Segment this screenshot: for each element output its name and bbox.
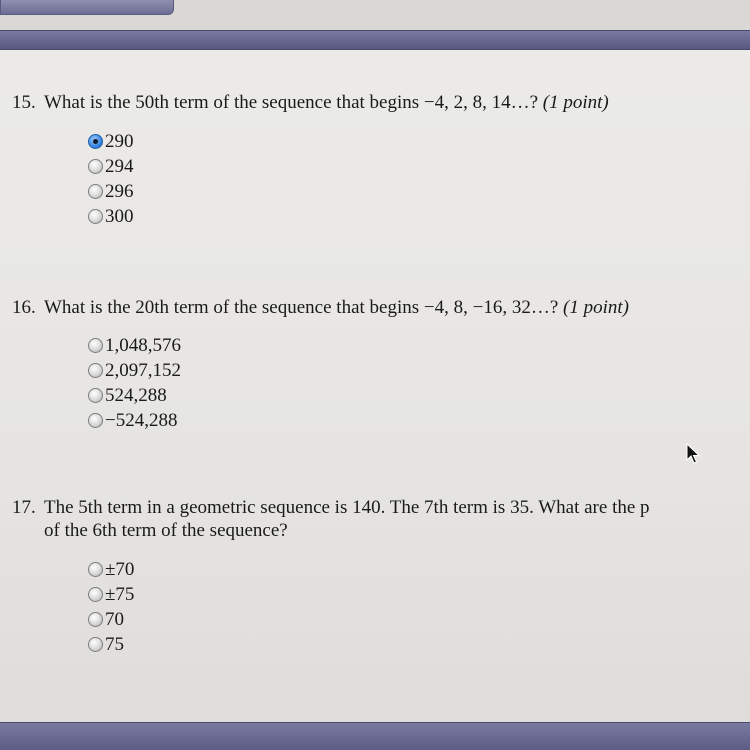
radio-button-icon[interactable] — [88, 338, 103, 353]
option-label: 524,288 — [105, 385, 167, 406]
question-16 — [12, 296, 629, 319]
radio-button-icon[interactable] — [88, 159, 103, 174]
radio-button-icon[interactable] — [88, 562, 103, 577]
option-17-d[interactable] — [88, 632, 134, 657]
footer-bar — [0, 722, 750, 750]
question-text: What is the 20th term of the sequence that begins −4, 8, −16, 32…? — [44, 297, 559, 318]
option-label: 75 — [105, 634, 124, 655]
option-15-b[interactable] — [88, 154, 134, 179]
radio-button-icon[interactable] — [88, 637, 103, 652]
option-label: ±75 — [105, 584, 135, 605]
question-15 — [12, 91, 609, 114]
option-17-c[interactable] — [88, 607, 134, 632]
option-15-c[interactable] — [88, 179, 134, 204]
option-15-d[interactable] — [88, 204, 134, 229]
option-17-a[interactable] — [88, 557, 134, 582]
option-label: 2,097,152 — [105, 360, 181, 381]
option-16-b[interactable] — [88, 358, 181, 383]
radio-button-icon[interactable] — [88, 612, 103, 627]
question-text-line-2: of the 6th term of the sequence? — [44, 520, 288, 541]
options-17 — [88, 557, 134, 657]
option-label: 296 — [105, 181, 134, 202]
question-text: What is the 50th term of the sequence that begins −4, 2, 8, 14…? — [44, 92, 539, 113]
top-tab[interactable] — [0, 0, 174, 15]
radio-button-icon[interactable] — [88, 363, 103, 378]
mouse-pointer-icon — [686, 443, 702, 465]
option-label: 70 — [105, 609, 124, 630]
question-number: 16. — [12, 297, 36, 318]
question-number: 17. — [12, 497, 36, 518]
question-17 — [12, 496, 650, 542]
radio-button-selected-icon[interactable] — [88, 134, 103, 149]
radio-button-icon[interactable] — [88, 413, 103, 428]
options-15 — [88, 129, 134, 229]
option-15-a[interactable] — [88, 129, 134, 154]
radio-button-icon[interactable] — [88, 388, 103, 403]
option-label: 300 — [105, 206, 134, 227]
option-16-d[interactable] — [88, 408, 181, 433]
radio-button-icon[interactable] — [88, 184, 103, 199]
option-16-c[interactable] — [88, 383, 181, 408]
question-number: 15. — [12, 92, 36, 113]
option-label: 294 — [105, 156, 134, 177]
options-16 — [88, 333, 181, 433]
question-points: (1 point) — [563, 297, 629, 318]
option-label: −524,288 — [105, 410, 178, 431]
header-bar — [0, 30, 750, 50]
radio-button-icon[interactable] — [88, 209, 103, 224]
option-label: 290 — [105, 131, 134, 152]
option-label: 1,048,576 — [105, 335, 181, 356]
option-17-b[interactable] — [88, 582, 134, 607]
question-text-line-1: The 5th term in a geometric sequence is 140. The 7th term is 35. What are the p — [44, 497, 650, 518]
question-points: (1 point) — [542, 92, 609, 113]
radio-button-icon[interactable] — [88, 587, 103, 602]
option-16-a[interactable] — [88, 333, 181, 358]
option-label: ±70 — [105, 559, 135, 580]
